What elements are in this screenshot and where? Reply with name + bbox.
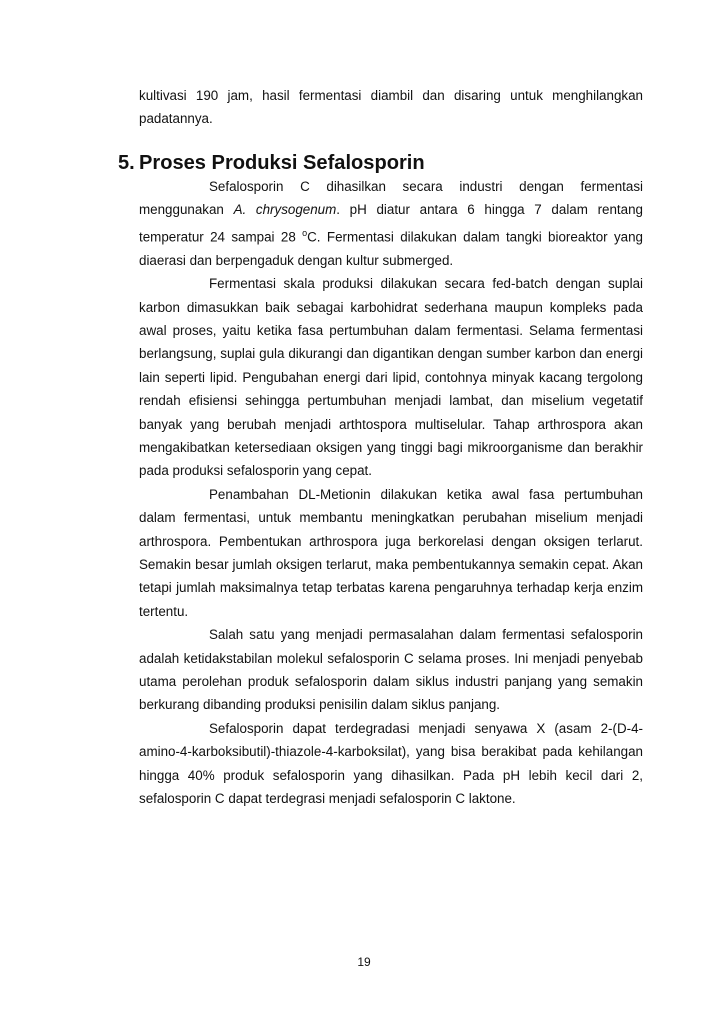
paragraph-2: Fermentasi skala produksi dilakukan secara fed-batch dengan suplai karbon dimasukkan baik sebagai karbohidrat sederhana maupun kompleks pada awal proses, yaitu ketika fasa pertumbuhan dalam fermentasi. Selama fermentasi berlangsung, suplai gula dikurangi dan digantikan dengan sumber karbon dan energi lain seperti lipid. Pengubahan energi dari lipid, contohnya minyak kacang tergolong rendah efisiensi sehingga pertumbuhan menjadi lambat, dan miselium vegetatif banyak yang berubah menjadi arthtospora multiselular. Tahap arthrospora akan mengakibatkan ketersediaan oksigen yang tinggi bagi mikroorganisme dan berakhir pada produksi sefalosporin yang cepat. [139, 276, 643, 479]
section-number: 5. [118, 152, 135, 174]
paragraph-1-text-c: C. Fermentasi dilakukan dalam tangki bioreaktor yang diaerasi dan berpengaduk dengan kultur submerged. [139, 229, 643, 268]
paragraph-3: Penambahan DL-Metionin dilakukan ketika awal fasa pertumbuhan dalam fermentasi, untuk membantu meningkatkan perubahan miselium menjadi arthrospora. Pembentukan arthrospora juga berkorelasi dengan oksigen terlarut. Semakin besar jumlah oksigen terlarut, maka pembentukannya semakin cepat. Akan tetapi jumlah maksimalnya tetap terbatas karena pengaruhnya terhadap kerja enzim tertentu. [139, 486, 643, 619]
paragraph-1-text-b: . pH diatur antara 6 hingga 7 dalam rentang temperatur 24 sampai 28 [139, 202, 643, 245]
degree-superscript: o [302, 227, 308, 238]
paragraph-1-text-a: Sefalosporin C dihasilkan secara industri dengan fermentasi menggunakan [139, 179, 643, 218]
page-number: 19 [357, 955, 371, 969]
paragraph-1 [139, 175, 643, 272]
section-heading [118, 152, 643, 175]
paragraph-4: Salah satu yang menjadi permasalahan dalam fermentasi sefalosporin adalah ketidakstabilan molekul sefalosporin C selama proses. Ini menjadi penyebab utama perolehan produk sefalosporin dalam siklus industri panjang yang semakin berkurang dibanding produksi penisilin dalam siklus panjang. [139, 627, 643, 713]
section-title: Proses Produksi Sefalosporin [139, 152, 425, 174]
intro-block [139, 84, 643, 131]
paragraph-5: Sefalosporin dapat terdegradasi menjadi senyawa X (asam 2-(D-4-amino-4-karboksibutil)-thiazole-4-karboksilat), yang bisa berakibat pada kehilangan hingga 40% produk sefalosporin yang dihasilkan. Pada pH lebih kecil dari 2, sefalosporin C dapat terdegrasi menjadi sefalosporin C laktone. [139, 720, 643, 807]
intro-paragraph: kultivasi 190 jam, hasil fermentasi diambil dan disaring untuk menghilangkan padatannya. [139, 88, 643, 127]
organism-name: A. chrysogenum [233, 202, 337, 218]
section-body [139, 175, 643, 810]
